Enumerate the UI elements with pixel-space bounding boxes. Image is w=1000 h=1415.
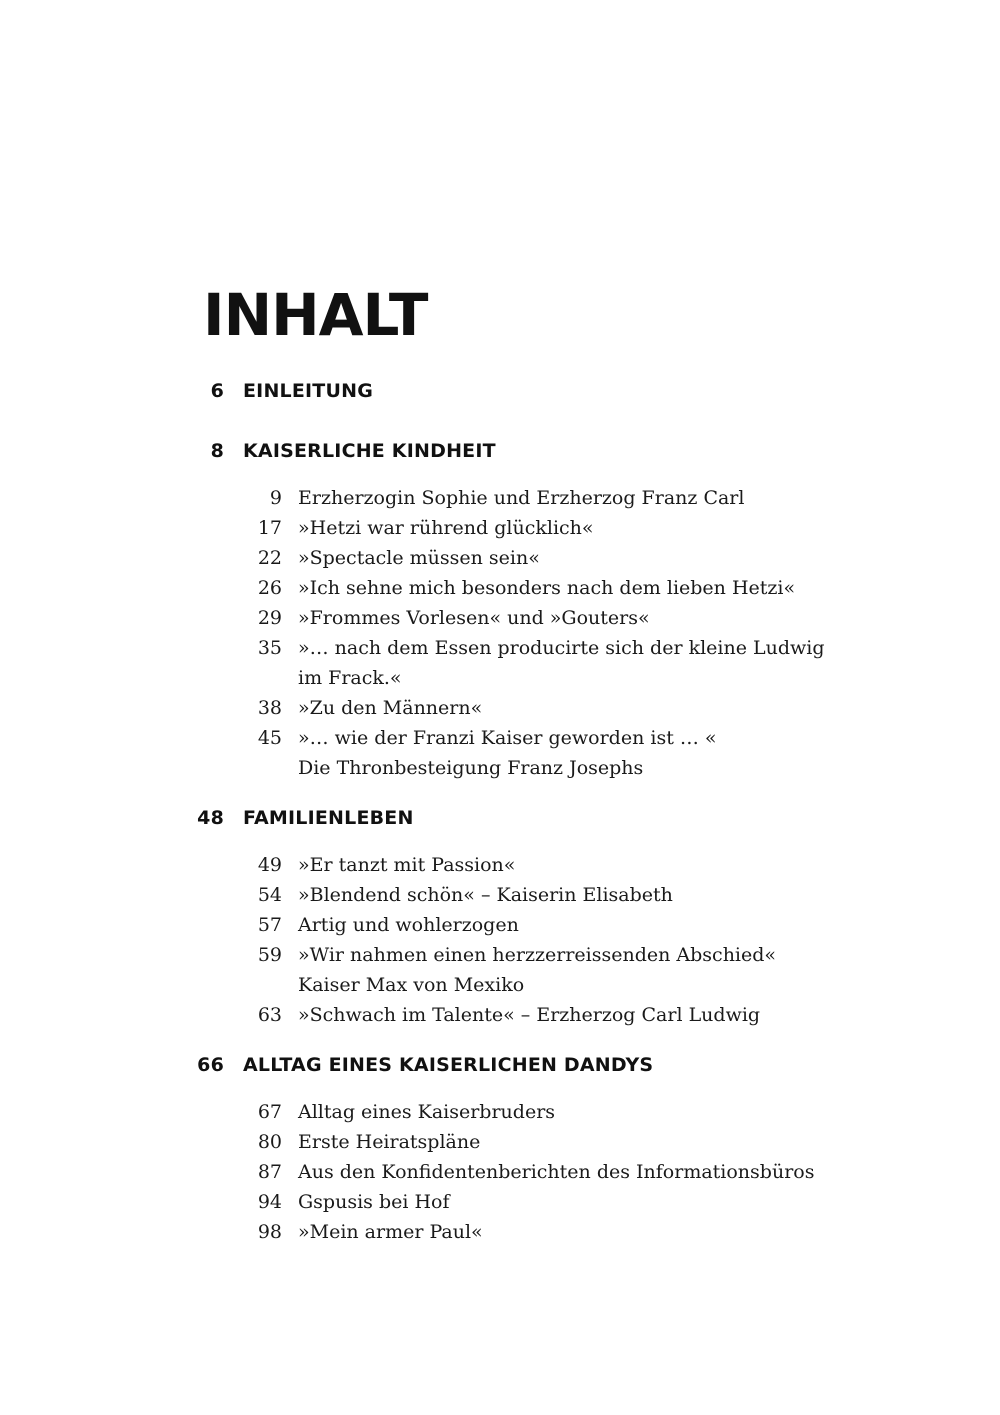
- section-entry: [0, 633, 1000, 663]
- section-title: »Ich sehne mich besonders nach dem lieben Hetzi«: [298, 577, 796, 599]
- section-entry: [0, 603, 1000, 633]
- section-page-number: 54: [257, 884, 282, 906]
- section-entry: [0, 1157, 1000, 1187]
- table-of-contents: [0, 380, 1000, 1271]
- section-page-number: 98: [257, 1221, 282, 1243]
- section-title: Erzherzogin Sophie und Erzherzog Franz Carl: [298, 487, 745, 509]
- section-title: »… wie der Franzi Kaiser geworden ist … «: [298, 727, 717, 749]
- section-entry: [0, 1187, 1000, 1217]
- section-page-number: 45: [257, 727, 282, 749]
- section-entry: [0, 1127, 1000, 1157]
- chapter-page-number: 66: [197, 1054, 224, 1076]
- section-page-number: 57: [257, 914, 282, 936]
- section-entry: [0, 940, 1000, 970]
- section-title: Alltag eines Kaiserbruders: [298, 1101, 556, 1123]
- section-entry: [0, 573, 1000, 603]
- spacer: [0, 414, 1000, 440]
- chapter-title: KAISERLICHE KINDHEIT: [243, 440, 496, 462]
- section-page-number: 49: [257, 854, 282, 876]
- page-title: INHALT: [203, 281, 428, 349]
- chapter-heading: [0, 380, 1000, 414]
- section-page-number: 26: [257, 577, 282, 599]
- section-title: »Er tanzt mit Passion«: [298, 854, 516, 876]
- section-title: »Blendend schön« – Kaiserin Elisabeth: [298, 884, 673, 906]
- section-page-number: 63: [257, 1004, 282, 1026]
- section-entry-continuation: [0, 753, 1000, 783]
- chapter-page-number: 8: [210, 440, 224, 462]
- chapter-heading: [0, 440, 1000, 474]
- section-list: [0, 483, 1000, 783]
- section-title: Gspusis bei Hof: [298, 1191, 450, 1213]
- section-entry-continuation: [0, 970, 1000, 1000]
- section-title: »… nach dem Essen producirte sich der kleine Ludwig: [298, 637, 825, 659]
- section-title: im Frack.«: [298, 667, 402, 689]
- chapter-title: FAMILIENLEBEN: [243, 807, 414, 829]
- section-page-number: 94: [257, 1191, 282, 1213]
- section-page-number: 80: [257, 1131, 282, 1153]
- section-title: »Mein armer Paul«: [298, 1221, 483, 1243]
- section-entry: [0, 910, 1000, 940]
- chapter-page-number: 6: [210, 380, 224, 402]
- chapter-title: EINLEITUNG: [243, 380, 373, 402]
- section-page-number: 9: [269, 487, 282, 509]
- chapter-title: ALLTAG EINES KAISERLICHEN DANDYS: [243, 1054, 654, 1076]
- section-page-number: 17: [257, 517, 282, 539]
- section-page-number: 35: [257, 637, 282, 659]
- section-entry: [0, 880, 1000, 910]
- section-page-number: 59: [257, 944, 282, 966]
- section-title: Erste Heiratspläne: [298, 1131, 481, 1153]
- section-entry: [0, 1097, 1000, 1127]
- section-page-number: 87: [257, 1161, 282, 1183]
- section-title: Aus den Konfidentenberichten des Informationsbüros: [298, 1161, 815, 1183]
- section-entry: [0, 1217, 1000, 1247]
- section-list: [0, 850, 1000, 1030]
- chapter-heading: [0, 1054, 1000, 1088]
- section-entry-continuation: [0, 663, 1000, 693]
- section-entry: [0, 543, 1000, 573]
- chapter-heading: [0, 807, 1000, 841]
- section-entry: [0, 513, 1000, 543]
- section-title: »Zu den Männern«: [298, 697, 483, 719]
- section-page-number: 67: [257, 1101, 282, 1123]
- section-title: Die Thronbesteigung Franz Josephs: [298, 757, 644, 779]
- section-page-number: 22: [257, 547, 282, 569]
- chapter-page-number: 48: [197, 807, 224, 829]
- section-entry: [0, 483, 1000, 513]
- section-entry: [0, 850, 1000, 880]
- section-entry: [0, 693, 1000, 723]
- section-page-number: 29: [257, 607, 282, 629]
- section-title: »Schwach im Talente« – Erzherzog Carl Ludwig: [298, 1004, 761, 1026]
- section-title: »Frommes Vorlesen« und »Gouters«: [298, 607, 650, 629]
- section-entry: [0, 1000, 1000, 1030]
- section-page-number: 38: [257, 697, 282, 719]
- section-title: »Hetzi war rührend glücklich«: [298, 517, 594, 539]
- section-entry: [0, 723, 1000, 753]
- section-title: »Spectacle müssen sein«: [298, 547, 540, 569]
- section-title: Artig und wohlerzogen: [298, 914, 519, 936]
- section-title: »Wir nahmen einen herzzerreissenden Abschied«: [298, 944, 777, 966]
- section-title: Kaiser Max von Mexiko: [298, 974, 525, 996]
- section-list: [0, 1097, 1000, 1247]
